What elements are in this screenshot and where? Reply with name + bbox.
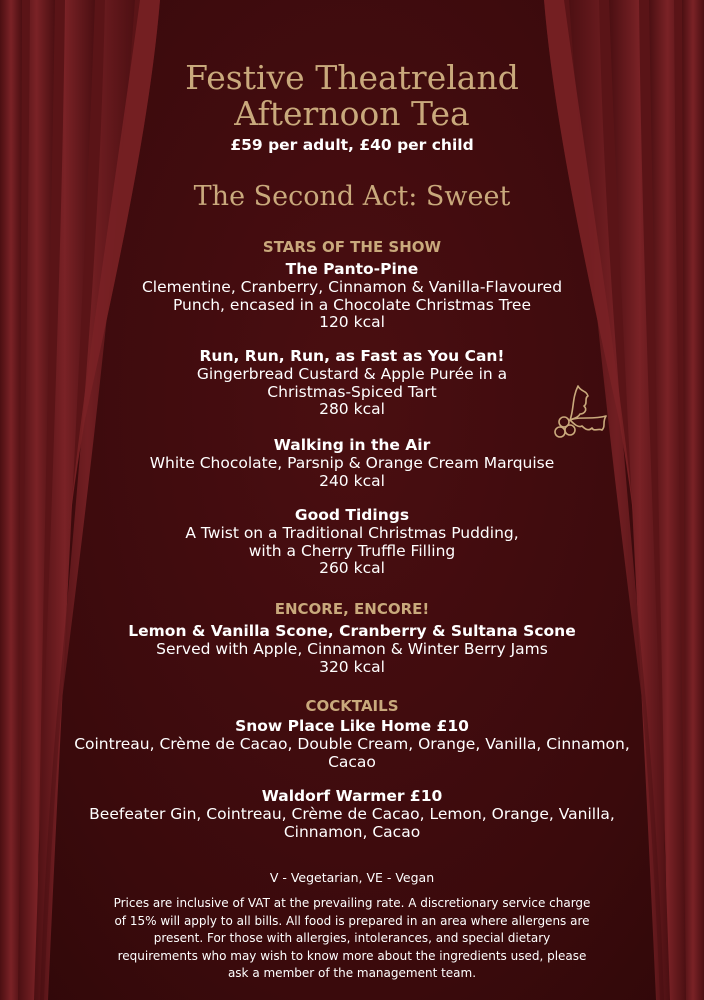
item-desc: Punch, encased in a Chocolate Christmas Tree [172, 295, 531, 314]
item-kcal: 260 kcal [319, 559, 385, 578]
item-kcal: 120 kcal [319, 313, 385, 332]
item-kcal: 240 kcal [319, 471, 385, 490]
allergen-notice [92, 895, 612, 983]
item-desc: White Chocolate, Parsnip & Orange Cream Marquise [149, 453, 555, 472]
item-desc: Cinnamon, Cacao [283, 822, 421, 841]
menu-title-line1: Festive Theatreland [185, 58, 519, 97]
menu-item-waldorf-warmer [40, 788, 664, 841]
menu-item-good-tidings [40, 507, 664, 578]
menu-title-line2: Afternoon Tea [234, 94, 470, 133]
menu-item-panto-pine [40, 261, 664, 332]
section-heading-encore: ENCORE, ENCORE! [274, 600, 430, 618]
item-kcal: 280 kcal [319, 400, 385, 419]
menu-item-gingerbread-tart [40, 348, 664, 419]
dietary-legend: V - Vegetarian, VE - Vegan [269, 870, 435, 885]
item-name: Lemon & Vanilla Scone, Cranberry & Sultana Scone [128, 622, 576, 640]
item-desc: Served with Apple, Cinnamon & Winter Berry Jams [156, 639, 548, 658]
item-desc: Cacao [328, 752, 376, 771]
notice-line: Prices are inclusive of VAT at the prevailing rate. A discretionary service charge [113, 896, 591, 910]
item-desc: A Twist on a Traditional Christmas Pudding, [185, 523, 519, 542]
notice-line: of 15% will apply to all bills. All food is prepared in an area where allergens are [114, 913, 590, 928]
item-kcal: 320 kcal [319, 657, 385, 676]
item-desc: with a Cherry Truffle Filling [248, 541, 456, 560]
act-heading: The Second Act: Sweet [193, 181, 511, 212]
notice-line: requirements who may wish to know more about the ingredients used, please [117, 948, 587, 963]
item-name: Snow Place Like Home £10 [235, 717, 469, 735]
section-heading-cocktails: COCKTAILS [305, 697, 399, 715]
item-desc: Christmas-Spiced Tart [267, 382, 437, 401]
item-desc: Cointreau, Crème de Cacao, Double Cream, Orange, Vanilla, Cinnamon, [74, 734, 630, 753]
item-desc: Gingerbread Custard & Apple Purée in a [196, 364, 508, 383]
item-name: Run, Run, Run, as Fast as You Can! [199, 347, 505, 365]
item-name: The Panto-Pine [285, 260, 419, 278]
notice-line: present. For those with allergies, intolerances, and special dietary [153, 931, 551, 945]
menu-item-scones [40, 623, 664, 676]
item-name: Walking in the Air [273, 436, 431, 454]
price: £59 per adult, £40 per child [230, 136, 474, 154]
section-heading-stars: STARS OF THE SHOW [262, 238, 442, 256]
item-desc: Beefeater Gin, Cointreau, Crème de Cacao, Lemon, Orange, Vanilla, [89, 804, 615, 823]
item-name: Good Tidings [294, 506, 410, 524]
notice-line: ask a member of the management team. [227, 966, 477, 980]
menu-item-walking-in-the-air [40, 437, 664, 490]
item-desc: Clementine, Cranberry, Cinnamon & Vanilla-Flavoured [141, 277, 563, 296]
menu-item-snow-place [40, 718, 664, 771]
item-name: Waldorf Warmer £10 [261, 787, 443, 805]
